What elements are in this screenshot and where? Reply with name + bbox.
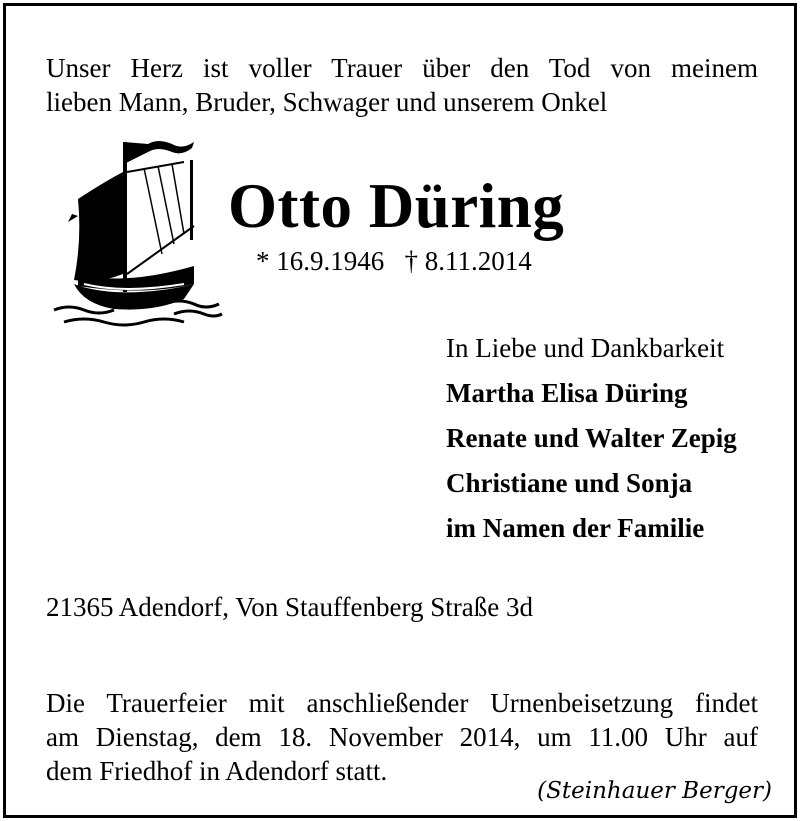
mourner-name: im Namen der Familie <box>446 513 705 543</box>
mourner-name: Renate und Walter Zepig <box>446 423 737 453</box>
address: 21365 Adendorf, Von Stauffenberg Straße 3d <box>46 592 533 622</box>
intro-line-1: Unser Herz ist voller Trauer über den Tod von meinem <box>46 53 758 83</box>
life-dates: * 16.9.1946 † 8.11.2014 <box>256 246 532 276</box>
ceremony-line-2: am Dienstag, dem 18. November 2014, um 11.00 Uhr auf <box>46 722 758 752</box>
intro-line-2: lieben Mann, Bruder, Schwager und unserem Onkel <box>46 87 608 117</box>
mourner-name: Martha Elisa Düring <box>446 378 688 408</box>
deceased-name: Otto Düring <box>228 171 565 241</box>
obituary-notice <box>3 3 797 818</box>
intro-text <box>46 51 758 119</box>
ceremony-text <box>46 686 758 788</box>
mourner-name: Christiane und Sonja <box>446 468 693 498</box>
designer-signature: (Steinhauer Berger) <box>537 778 772 804</box>
ceremony-line-1: Die Trauerfeier mit anschließender Urnenbeisetzung findet <box>46 688 758 718</box>
mourners-block <box>446 326 737 551</box>
ceremony-line-3: dem Friedhof in Adendorf statt. <box>46 756 388 786</box>
mourners-lead: In Liebe und Dankbarkeit <box>446 333 725 363</box>
ship-icon <box>44 134 224 334</box>
